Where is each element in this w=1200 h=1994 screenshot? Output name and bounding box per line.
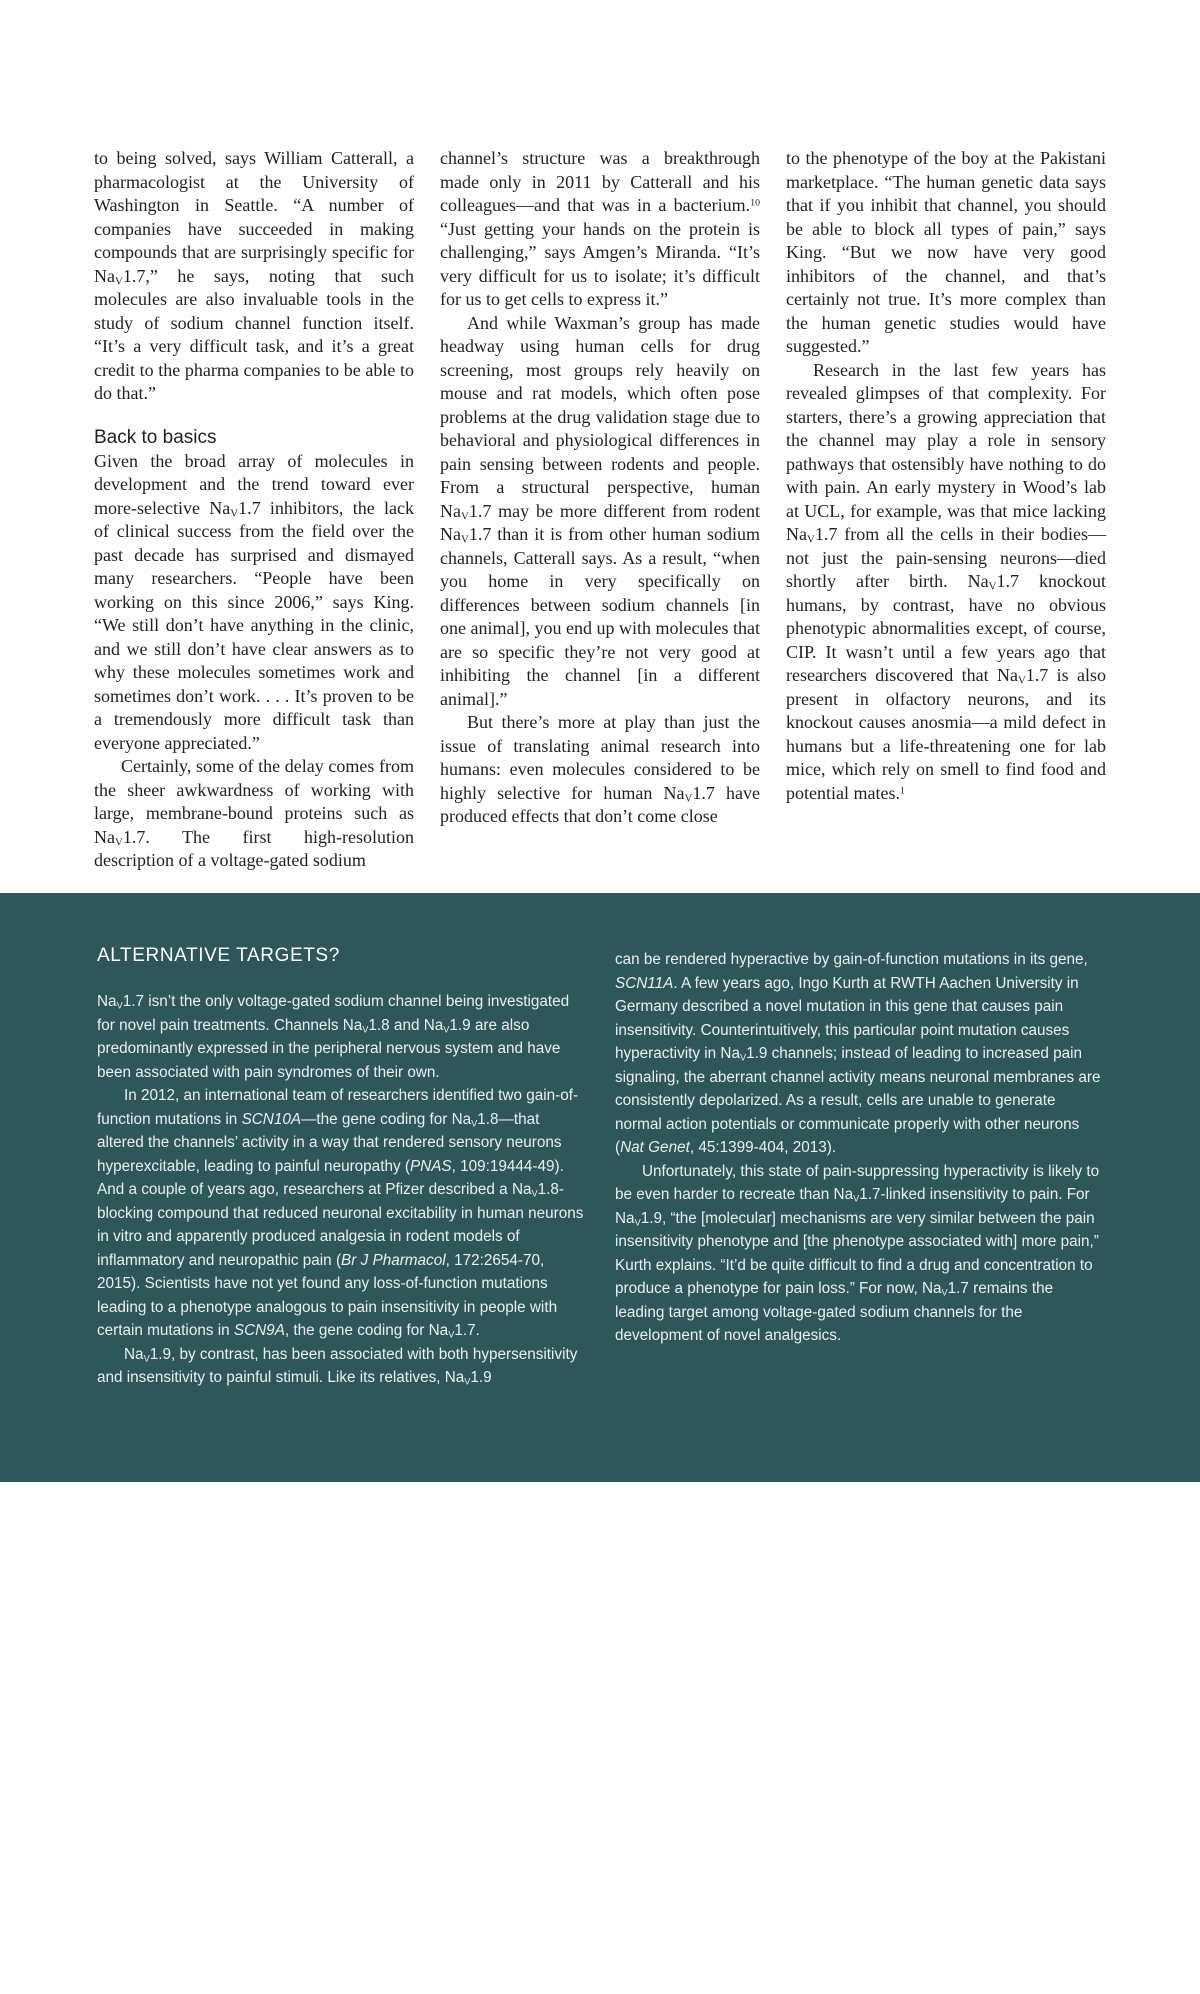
reference-marker: 1	[899, 785, 905, 797]
sidebar-paragraph: $Na_V1.9$, by contrast, has been associated with both hypersensitivity and insensitivity to painful stimuli. Like its relatives, $Na_V1.9$	[97, 1345, 578, 1387]
article-paragraph: to being solved, says William Catterall, a pharmacologist at the University of Washington in Seattle. “A number of companies have succeeded in making compounds that are surprisingly specific for $Na_V1.7$,” he says, noting that such molecules are also invaluable tools in the study of sodium channel function itself. “It’s a very difficult task, and it’s a great credit to the pharma companies to be able to do that.”	[94, 148, 414, 403]
website-url[interactable]: the-scientist.com	[222, 1979, 341, 1994]
publication-name: THE SCIENTIST	[93, 1979, 209, 1994]
sidebar-title: ALTERNATIVE TARGETS?	[97, 945, 340, 966]
article-column-1	[94, 147, 414, 873]
page-footer	[72, 1979, 340, 1994]
reference-marker: 10	[750, 197, 760, 209]
footer-separator: |	[212, 1979, 218, 1994]
article-paragraph: channel’s structure was a breakthrough made only in 2011 by Catterall and his colleagues—and that was in a bacterium.$^{10}$ “Just getting your hands on the protein is challenging,” says Amgen’s Miranda. “It’s very difficult for us to isolate; it’s difficult for us to get cells to express it.”	[440, 148, 760, 309]
sidebar-paragraph: In 2012, an international team of researchers identified two gain-of-function mutations in SCN10A—the gene coding for $Na_V1.8—that$ altered the channels’ activity in a way that rendered sensory neurons hyperexcitable, leading to painful neuropathy (PNAS, 109:19444-49). And a couple of years ago, researchers at Pfizer described a $Na_V1.8$-blocking compound that reduced neuronal excitability in human neurons in vitro and apparently produced analgesia in rodent models of inflammatory and neuropathic pain (Br J Pharmacol, 172:2654-70, 2015). Scientists have not yet found any loss-of-function mutations leading to a phenotype analogous to pain insensitivity in people with certain mutations in SCN9A, the gene coding for $Na_V1.7$.	[97, 1087, 584, 1340]
article-paragraph: Given the broad array of molecules in development and the trend toward ever more-selective $Na_V1.7$ inhibitors, the lack of clinical success from the field over the past decade has surprised and dismayed many researchers. “People have been working on this since 2006,” says King. “We still don’t have anything in the clinic, and we still don’t have clear answers as to why these molecules sometimes work and sometimes don’t work. . . . It’s proven to be a tremendously more difficult task than everyone appreciated.”	[94, 450, 414, 753]
sidebar-column-1	[97, 990, 587, 1390]
page-number: 32	[72, 1979, 90, 1994]
article-paragraph: But there’s more at play than just the issue of translating animal research into humans: even molecules considered to be highly selective for human $Na_V1.7$ have produced effects that don’t come close	[440, 712, 760, 826]
sidebar-column-2	[615, 948, 1105, 1348]
article-paragraph: Certainly, some of the delay comes from the sheer awkwardness of working with large, membrane-bound proteins such as $Na_V1.7$. The first high-resolution description of a voltage-gated sodium	[94, 756, 414, 870]
article-paragraph: And while Waxman’s group has made headway using human cells for drug screening, most groups rely heavily on mouse and rat models, which often pose problems at the drug validation stage due to behavioral and physiological differences in pain sensing between rodents and people. From a structural perspective, human $Na_V1.7$ may be more different from rodent $Na_V1.7$ than it is from other human sodium channels, Catterall says. As a result, “when you home in very specifically on differences between sodium channels [in one animal], you end up with molecules that are so specific they’re not very good at inhibiting the channel [in a different animal].”	[440, 312, 760, 709]
section-heading: Back to basics	[94, 426, 217, 448]
sidebar-paragraph: can be rendered hyperactive by gain-of-function mutations in its gene, SCN11A. A few years ago, Ingo Kurth at RWTH Aachen University in Germany described a novel mutation in this gene that causes pain insensitivity. Counterintuitively, this particular point mutation causes hyperactivity in $Na_V1.9$ channels; instead of leading to increased pain signaling, the aberrant channel activity means neuronal membranes are consistently depolarized. As a result, cells are unable to generate normal action potentials or communicate properly with other neurons (Nat Genet, 45:1399-404, 2013).	[615, 951, 1101, 1156]
sidebar-paragraph: $Na_V1.7$ isn’t the only voltage-gated sodium channel being investigated for novel pain treatments. Channels $Na_V1.8$ and $Na_V1.9$ are also predominantly expressed in the peripheral nervous system and have been associated with pain syndromes of their own.	[97, 993, 570, 1081]
article-column-2	[440, 147, 760, 829]
article-paragraph: Research in the last few years has revealed glimpses of that complexity. For starters, there’s a growing appreciation that the channel may play a role in sensory pathways that ostensibly have nothing to do with pain. An early mystery in Wood’s lab at UCL, for example, was that mice lacking $Na_V1.7$ from all the cells in their bodies—not just the pain-sensing neurons—died shortly after birth. $Na_V1.7$ knockout humans, by contrast, have no obvious phenotypic abnormalities except, of course, CIP. It wasn’t until a few years ago that researchers discovered that $Na_V1.7$ is also present in olfactory neurons, and its knockout causes anosmia—a mild defect in humans but a life-threatening one for lab mice, which rely on smell to find food and potential mates.$^1$	[786, 359, 1107, 803]
sidebar-paragraph: Unfortunately, this state of pain-suppressing hyperactivity is likely to be even harder to recreate than $Na_V1.7$-linked insensitivity to pain. For $Na_V1.9$, “the [molecular] mechanisms are very similar between the pain insensitivity phenotype and [the phenotype associated with] more pain,” Kurth explains. “It’d be quite difficult to find a drug and concentration to produce a phenotype for pain loss.” For now, $Na_V1.7$ remains the leading target among voltage-gated sodium channels for the development of novel analgesics.	[615, 1162, 1100, 1344]
article-paragraph: to the phenotype of the boy at the Pakistani marketplace. “The human genetic data says that if you inhibit that channel, you should be able to block all types of pain,” says King. “But we now have very good inhibitors of the channel, and that’s certainly not true. It’s more complex than the human genetic studies would have suggested.”	[786, 148, 1106, 356]
sidebar-box	[0, 893, 1200, 1994]
article-column-3	[786, 147, 1106, 805]
